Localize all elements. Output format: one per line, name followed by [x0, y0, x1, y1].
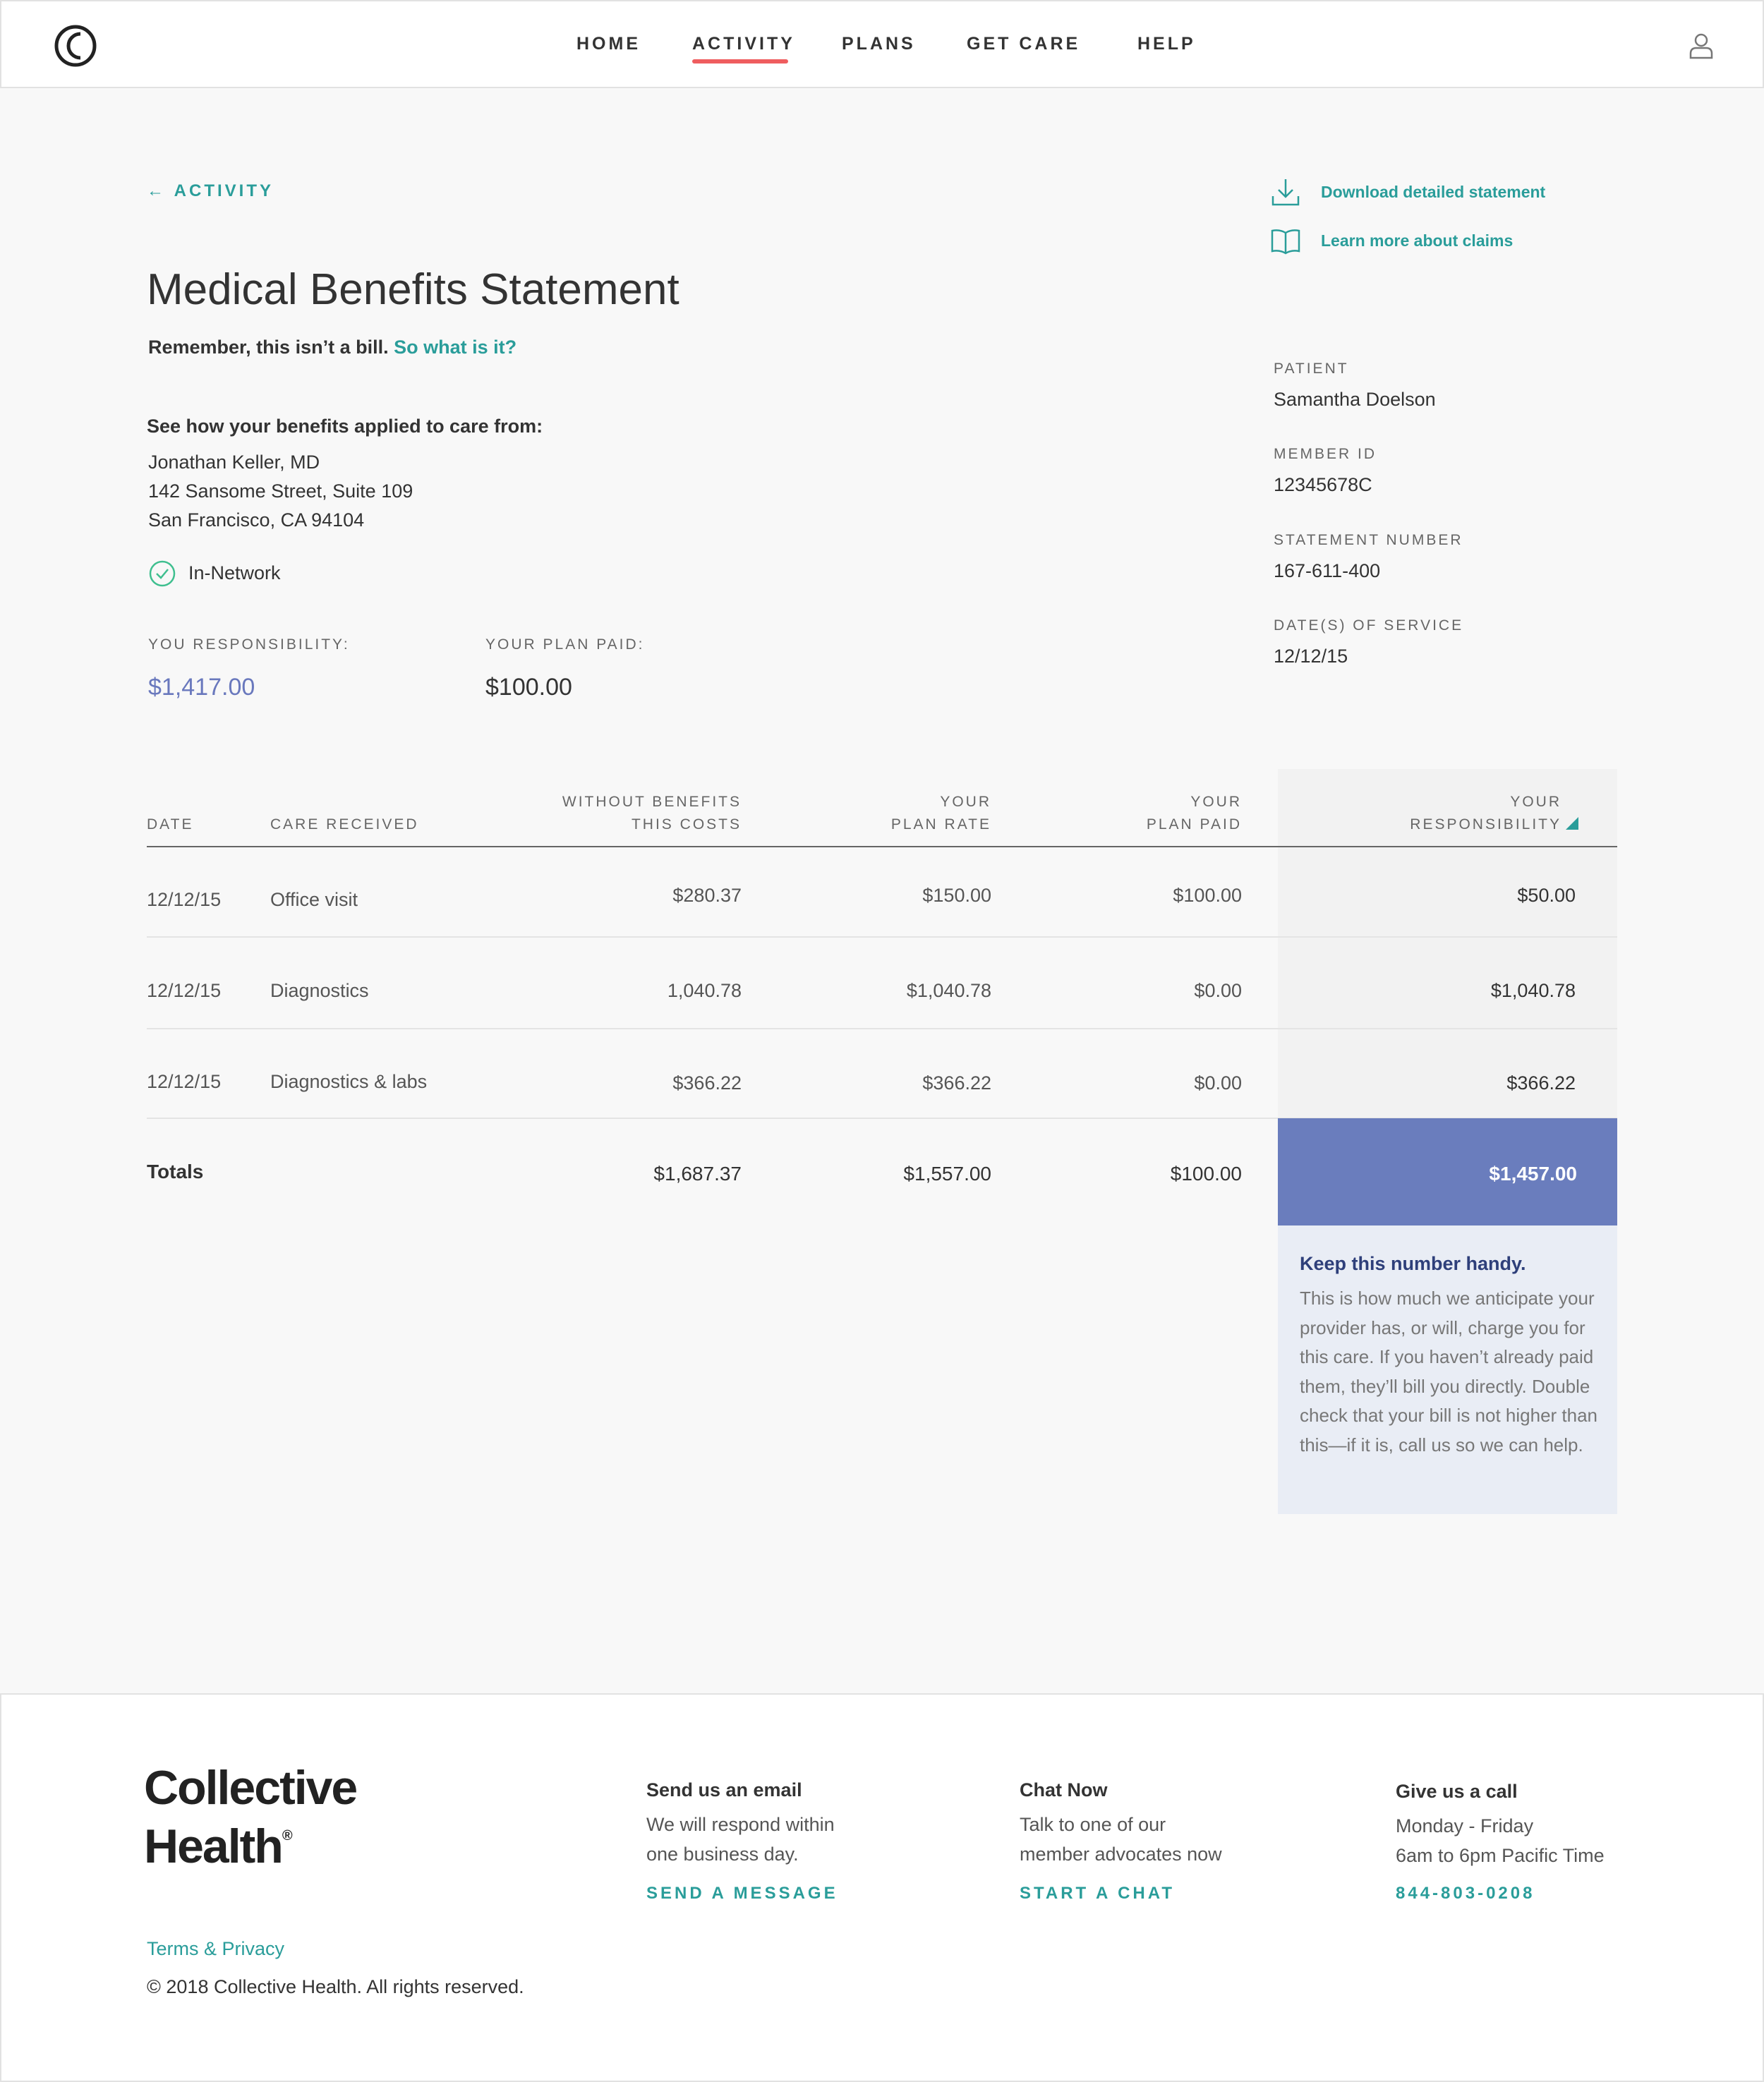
note-body: This is how much we anticipate your provider has, or will, charge you for this care. If you haven’t already paid them, they’ll bill you directly. Double check that your bill is not higher than this—if it is, call us so we can help. [1300, 1288, 1598, 1455]
totals-responsibility: $1,457.00 [1489, 1163, 1577, 1185]
totals-plan-rate: $1,557.00 [903, 1163, 991, 1185]
back-to-activity-link[interactable] [147, 181, 274, 201]
plan-paid-amount: $100.00 [485, 674, 572, 701]
nav-get-care[interactable]: GET CARE [967, 34, 1081, 54]
responsibility-amount: $1,417.00 [148, 674, 255, 701]
row2-plan-paid: $0.00 [1194, 980, 1242, 1001]
active-nav-indicator [692, 59, 788, 63]
row3-without-benefits: $366.22 [672, 1072, 742, 1094]
table-header-divider [147, 846, 1617, 847]
statement-number-value: 167-611-400 [1274, 560, 1381, 581]
email-line2: one business day. [646, 1844, 799, 1865]
so-what-is-it-link[interactable]: So what is it? [394, 337, 517, 358]
column-header-responsibility-2[interactable]: RESPONSIBILITY [1410, 816, 1561, 833]
provider-name: Jonathan Keller, MD [148, 452, 320, 473]
nav-help[interactable]: HELP [1137, 34, 1196, 54]
column-header-care[interactable]: CARE RECEIVED [270, 816, 419, 833]
row1-plan-rate: $150.00 [922, 885, 991, 906]
phone-number-link[interactable]: 844-803-0208 [1396, 1884, 1535, 1903]
registered-mark: ® [282, 1828, 293, 1844]
sort-indicator-icon[interactable] [1566, 817, 1578, 830]
column-header-plan-rate-1[interactable]: YOUR [940, 794, 991, 810]
service-date-value: 12/12/15 [1274, 646, 1348, 667]
row3-plan-paid: $0.00 [1194, 1072, 1242, 1094]
member-id-label: MEMBER ID [1274, 446, 1377, 462]
nav-activity[interactable]: ACTIVITY [692, 34, 795, 54]
totals-without-benefits: $1,687.37 [653, 1163, 742, 1185]
call-heading: Give us a call [1396, 1781, 1518, 1802]
copyright-text: © 2018 Collective Health. All rights reserved. [147, 1976, 524, 1997]
chat-heading: Chat Now [1020, 1779, 1108, 1800]
nav-plans[interactable]: PLANS [842, 34, 916, 54]
top-navigation-bar [0, 0, 1764, 88]
row-divider [147, 936, 1617, 938]
row1-plan-paid: $100.00 [1173, 885, 1242, 906]
totals-label: Totals [147, 1161, 204, 1182]
row2-date: 12/12/15 [147, 980, 222, 1001]
plan-paid-label: YOUR PLAN PAID: [485, 636, 645, 653]
brand-line2: Health® [144, 1820, 293, 1873]
network-status: In-Network [188, 562, 281, 583]
call-line1: Monday - Friday [1396, 1815, 1534, 1836]
provider-address-line1: 142 Sansome Street, Suite 109 [148, 480, 413, 502]
call-line2: 6am to 6pm Pacific Time [1396, 1845, 1605, 1866]
provider-address-line2: San Francisco, CA 94104 [148, 509, 365, 531]
check-circle-icon [148, 559, 176, 588]
patient-name: Samantha Doelson [1274, 389, 1436, 410]
row1-care: Office visit [270, 889, 358, 910]
row1-without-benefits: $280.37 [672, 885, 742, 906]
brand-line1: Collective [144, 1761, 357, 1815]
statement-number-label: STATEMENT NUMBER [1274, 532, 1463, 548]
row2-responsibility: $1,040.78 [1490, 980, 1576, 1001]
totals-plan-paid: $100.00 [1170, 1163, 1242, 1185]
terms-privacy-link[interactable]: Terms & Privacy [147, 1938, 285, 1959]
start-chat-link[interactable]: START A CHAT [1020, 1884, 1175, 1903]
row3-date: 12/12/15 [147, 1071, 222, 1092]
row1-responsibility: $50.00 [1517, 885, 1576, 906]
column-header-date[interactable]: DATE [147, 816, 194, 833]
back-link-label: ACTIVITY [174, 181, 274, 200]
column-header-plan-rate-2[interactable]: PLAN RATE [890, 816, 991, 833]
chat-line2: member advocates now [1020, 1844, 1222, 1865]
column-header-without-benefits-1[interactable]: WITHOUT BENEFITS [562, 794, 742, 810]
column-header-plan-paid-2[interactable]: PLAN PAID [1146, 816, 1242, 833]
collective-health-wordmark[interactable] [144, 1761, 357, 1873]
send-message-link[interactable]: SEND A MESSAGE [646, 1884, 838, 1903]
open-book-icon[interactable] [1270, 226, 1301, 257]
member-id-value: 12345678C [1274, 474, 1372, 495]
note-title: Keep this number handy. [1300, 1253, 1526, 1274]
column-header-responsibility-1[interactable]: YOUR [1510, 794, 1561, 810]
arrow-left-icon: ← [147, 181, 174, 200]
email-heading: Send us an email [646, 1779, 802, 1800]
subtitle-text: Remember, this isn’t a bill. [148, 337, 389, 358]
patient-label: PATIENT [1274, 361, 1349, 377]
row-divider [147, 1028, 1617, 1029]
column-header-plan-paid-1[interactable]: YOUR [1190, 794, 1242, 810]
row2-plan-rate: $1,040.78 [906, 980, 991, 1001]
page-title: Medical Benefits Statement [147, 265, 679, 314]
email-line1: We will respond within [646, 1814, 835, 1835]
learn-about-claims-link[interactable]: Learn more about claims [1321, 231, 1514, 250]
column-header-without-benefits-2[interactable]: THIS COSTS [631, 816, 742, 833]
nav-home[interactable]: HOME [576, 34, 641, 54]
download-icon[interactable] [1270, 176, 1301, 207]
download-statement-link[interactable]: Download detailed statement [1321, 183, 1546, 201]
service-date-label: DATE(S) OF SERVICE [1274, 617, 1464, 634]
collective-health-logo-icon[interactable] [54, 24, 97, 68]
responsibility-label: YOU RESPONSIBILITY: [148, 636, 350, 653]
row2-without-benefits: 1,040.78 [667, 980, 742, 1001]
row2-care: Diagnostics [270, 980, 369, 1001]
row3-care: Diagnostics & labs [270, 1071, 428, 1092]
row3-plan-rate: $366.22 [922, 1072, 991, 1094]
row1-date: 12/12/15 [147, 889, 222, 910]
user-profile-icon[interactable] [1688, 32, 1715, 59]
row3-responsibility: $366.22 [1506, 1072, 1576, 1094]
provider-heading: See how your benefits applied to care from: [147, 416, 543, 437]
statement-subtitle [148, 337, 516, 358]
chat-line1: Talk to one of our [1020, 1814, 1166, 1835]
